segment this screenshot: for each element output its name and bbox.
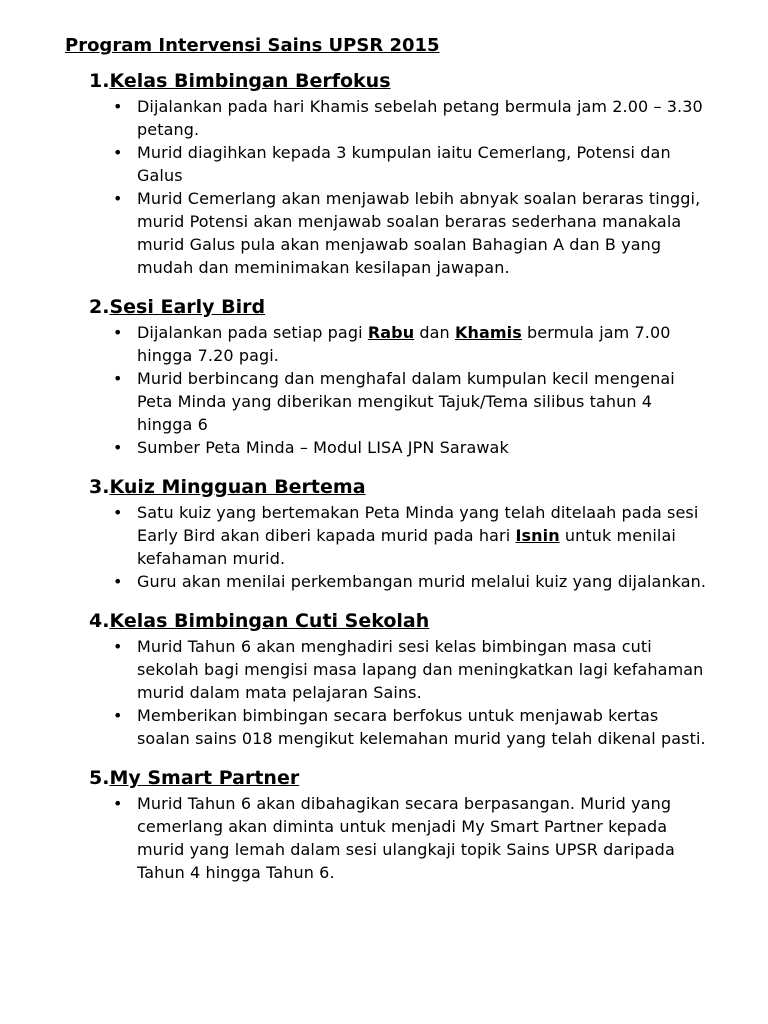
bullet-icon: • — [113, 369, 123, 388]
list-item-text: dan — [414, 323, 455, 342]
emphasis-day: Khamis — [454, 323, 522, 342]
section-heading — [89, 295, 708, 319]
bullet-list — [65, 792, 708, 884]
list-item-text: Memberikan bimbingan secara berfokus untuk menjawab kertas soalan sains 018 mengikut kelemahan murid yang telah dikenal pasti. — [137, 706, 706, 748]
document-title: Program Intervensi Sains UPSR 2015 — [65, 35, 440, 56]
list-item — [113, 187, 708, 279]
section-heading — [89, 69, 708, 93]
list-item-text: Murid diagihkan kepada 3 kumpulan iaitu Cemerlang, Potensi dan Galus — [137, 143, 671, 185]
list-item — [113, 792, 708, 884]
list-item-text: Murid Cemerlang akan menjawab lebih abnyak soalan beraras tinggi, murid Potensi akan menjawab soalan beraras sederhana manakala murid Galus pula akan menjawab soalan Bahagian A dan B yang mudah dan meminimakan kesilapan jawapan. — [137, 189, 701, 277]
section-number: 1. — [89, 70, 110, 92]
list-item — [113, 321, 708, 367]
section-number: 3. — [89, 476, 110, 498]
emphasis-day: Isnin — [515, 526, 560, 545]
bullet-list — [65, 321, 708, 459]
section-title: My Smart Partner — [109, 767, 300, 789]
section-number: 2. — [89, 296, 110, 318]
list-item — [113, 635, 708, 704]
section-title: Kelas Bimbingan Cuti Sekolah — [109, 610, 430, 632]
bullet-icon: • — [113, 794, 123, 813]
list-item-text: Murid Tahun 6 akan menghadiri sesi kelas bimbingan masa cuti sekolah bagi mengisi masa lapang dan meningkatkan lagi kefahaman murid dalam mata pelajaran Sains. — [137, 637, 704, 702]
bullet-list — [65, 95, 708, 279]
bullet-icon: • — [113, 323, 123, 342]
list-item-text: Sumber Peta Minda – Modul LISA JPN Sarawak — [137, 438, 509, 457]
section-title: Kelas Bimbingan Berfokus — [109, 70, 391, 92]
section-my-smart-partner — [65, 766, 708, 884]
bullet-list — [65, 501, 708, 593]
bullet-icon: • — [113, 143, 123, 162]
bullet-icon: • — [113, 438, 123, 457]
section-heading — [89, 766, 708, 790]
section-title: Kuiz Mingguan Bertema — [109, 476, 366, 498]
list-item — [113, 367, 708, 436]
list-item-text: Guru akan menilai perkembangan murid melalui kuiz yang dijalankan. — [137, 572, 707, 591]
emphasis-day: Rabu — [367, 323, 415, 342]
section-heading — [89, 475, 708, 499]
list-item — [113, 436, 708, 459]
list-item — [113, 704, 708, 750]
list-item — [113, 95, 708, 141]
bullet-icon: • — [113, 637, 123, 656]
bullet-icon: • — [113, 189, 123, 208]
list-item-text: Dijalankan pada hari Khamis sebelah petang bermula jam 2.00 – 3.30 petang. — [137, 97, 703, 139]
section-number: 5. — [89, 767, 110, 789]
bullet-icon: • — [113, 706, 123, 725]
section-sesi-early-bird — [65, 295, 708, 459]
list-item-text: Dijalankan pada setiap pagi — [137, 323, 368, 342]
bullet-icon: • — [113, 503, 123, 522]
list-item — [113, 501, 708, 570]
list-item-text: Satu kuiz yang bertemakan Peta Minda yang telah ditelaah pada sesi Early Bird akan diberi kapada murid pada hari — [137, 503, 699, 545]
section-kelas-bimbingan-berfokus — [65, 69, 708, 279]
bullet-icon: • — [113, 572, 123, 591]
list-item-text: bermula jam 7.00 hingga 7.20 pagi. — [137, 323, 671, 365]
section-title: Sesi Early Bird — [109, 296, 266, 318]
section-kelas-bimbingan-cuti-sekolah — [65, 609, 708, 750]
list-item-text: Murid Tahun 6 akan dibahagikan secara berpasangan. Murid yang cemerlang akan diminta untuk menjadi My Smart Partner kepada murid yang lemah dalam sesi ulangkaji topik Sains UPSR daripada Tahun 4 hingga Tahun 6. — [137, 794, 675, 882]
section-kuiz-mingguan-bertema — [65, 475, 708, 593]
list-item — [113, 141, 708, 187]
bullet-list — [65, 635, 708, 750]
bullet-icon: • — [113, 97, 123, 116]
list-item-text: Murid berbincang dan menghafal dalam kumpulan kecil mengenai Peta Minda yang diberikan mengikut Tajuk/Tema silibus tahun 4 hingga 6 — [137, 369, 675, 434]
list-item — [113, 570, 708, 593]
section-heading — [89, 609, 708, 633]
section-number: 4. — [89, 610, 110, 632]
list-item-text: untuk menilai kefahaman murid. — [137, 526, 676, 568]
